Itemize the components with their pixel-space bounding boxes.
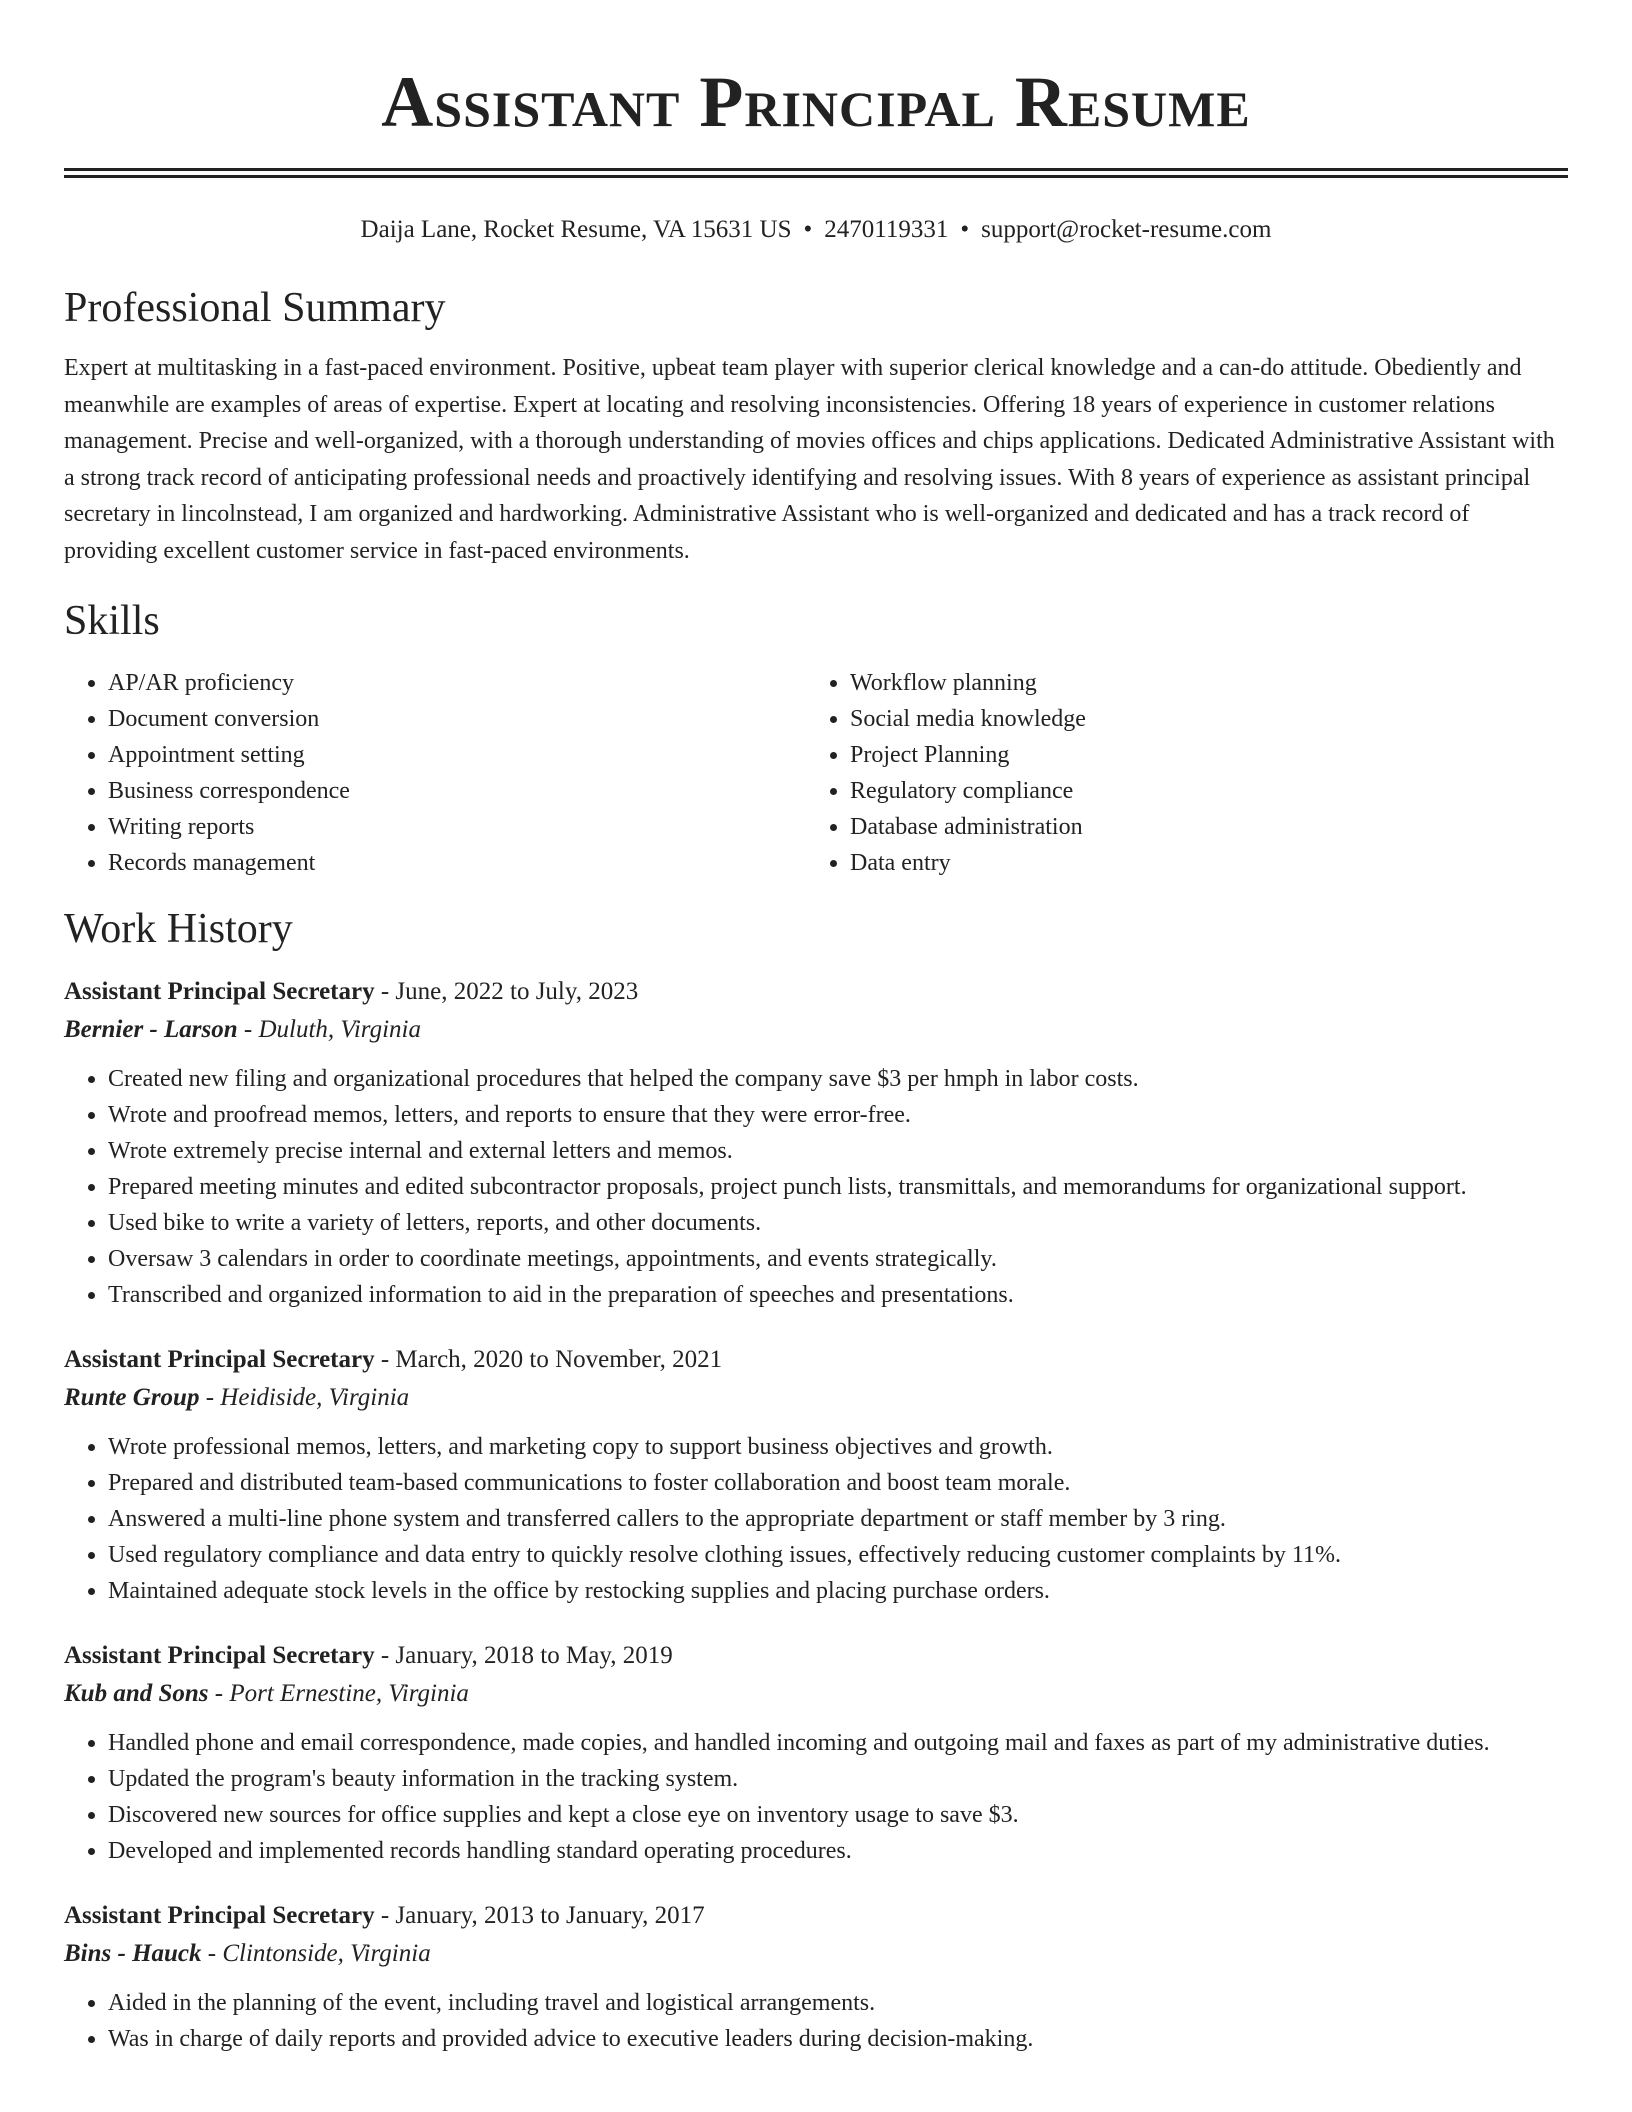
skills-column-right — [806, 665, 1568, 881]
job-entry — [64, 1637, 1568, 1869]
job-bullet: • Used bike to write a variety of letters, reports, and other documents. — [108, 1205, 1568, 1241]
job-role: Assistant Principal Secretary — [64, 978, 375, 1005]
job-entry — [64, 1341, 1568, 1609]
skill-item: • Database administration — [850, 809, 1568, 845]
job-role: Assistant Principal Secretary — [64, 1902, 375, 1929]
skills-list — [64, 665, 1568, 881]
job-header — [64, 1341, 1568, 1379]
job-bullet: • Created new filing and organizational procedures that helped the company save $3 per hmph in labor costs. — [108, 1061, 1568, 1097]
summary-text: Expert at multitasking in a fast-paced environment. Positive, upbeat team player with superior clerical knowledge and a can-do attitude. Obediently and meanwhile are examples of areas of expertise. Expert at locating and resolving inconsistencies. Offering 18 years of experience in customer relations management. Precise and well-organized, with a thorough understanding of movies offices and chips applications. Dedicated Administrative Assistant with a strong track record of anticipating professional needs and proactively identifying and resolving issues. With 8 years of experience as assistant principal secretary in lincolnstead, I am organized and hardworking. Administrative Assistant who is well-organized and dedicated and has a track record of providing excellent customer service in fast-paced environments. — [64, 355, 1555, 564]
job-bullet: • Updated the program's beauty information in the tracking system. — [108, 1761, 1568, 1797]
job-bullet: • Oversaw 3 calendars in order to coordinate meetings, appointments, and events strategically. — [108, 1241, 1568, 1277]
skill-item: • Social media knowledge — [850, 701, 1568, 737]
job-company: Bins - Hauck — [64, 1940, 202, 1967]
job-bullets — [64, 1061, 1568, 1313]
job-role: Assistant Principal Secretary — [64, 1346, 375, 1373]
contact-email: support@rocket-resume.com — [981, 216, 1272, 243]
skill-item: • Project Planning — [850, 737, 1568, 773]
job-location: - Port Ernestine, Virginia — [208, 1680, 469, 1707]
job-entry — [64, 1897, 1568, 2057]
job-header — [64, 1637, 1568, 1675]
job-bullet: • Used regulatory compliance and data entry to quickly resolve clothing issues, effectively reducing customer complaints by 11%. — [108, 1537, 1568, 1573]
skill-item: • Appointment setting — [108, 737, 806, 773]
job-company-line — [64, 1675, 1568, 1713]
skill-item: • AP/AR proficiency — [108, 665, 806, 701]
job-bullet: • Prepared meeting minutes and edited subcontractor proposals, project punch lists, transmittals, and memorandums for organizational support. — [108, 1169, 1568, 1205]
contact-separator: • — [803, 216, 813, 243]
contact-separator: • — [960, 216, 970, 243]
work-history-heading: Work History — [64, 906, 293, 952]
job-bullet: • Maintained adequate stock levels in the office by restocking supplies and placing purchase orders. — [108, 1573, 1568, 1609]
job-dates: - March, 2020 to November, 2021 — [374, 1346, 723, 1373]
contact-line — [64, 214, 1568, 246]
skills-heading: Skills — [64, 598, 160, 644]
job-bullet: • Developed and implemented records handling standard operating procedures. — [108, 1833, 1568, 1869]
skills-column-left — [64, 665, 806, 881]
job-bullet: • Wrote extremely precise internal and external letters and memos. — [108, 1133, 1568, 1169]
job-entry — [64, 973, 1568, 1313]
job-dates: - January, 2018 to May, 2019 — [374, 1642, 673, 1669]
job-bullet: • Transcribed and organized information to aid in the preparation of speeches and presentations. — [108, 1277, 1568, 1313]
job-company: Bernier - Larson — [64, 1016, 238, 1043]
job-bullet: • Aided in the planning of the event, including travel and logistical arrangements. — [108, 1985, 1568, 2021]
job-bullet: • Wrote professional memos, letters, and marketing copy to support business objectives and growth. — [108, 1429, 1568, 1465]
resume-title: Assistant Principal Resume — [381, 62, 1251, 142]
job-company-line — [64, 1935, 1568, 1973]
job-header — [64, 973, 1568, 1011]
job-bullet: • Discovered new sources for office supplies and kept a close eye on inventory usage to save $3. — [108, 1797, 1568, 1833]
summary-heading: Professional Summary — [64, 285, 446, 331]
skill-item: • Records management — [108, 845, 806, 881]
job-location: - Duluth, Virginia — [237, 1016, 421, 1043]
job-bullets — [64, 1429, 1568, 1609]
job-company: Runte Group — [64, 1384, 200, 1411]
job-bullet: • Wrote and proofread memos, letters, and reports to ensure that they were error-free. — [108, 1097, 1568, 1133]
skill-item: • Data entry — [850, 845, 1568, 881]
job-bullet: • Handled phone and email correspondence, made copies, and handled incoming and outgoing mail and faxes as part of my administrative duties. — [108, 1725, 1568, 1761]
skill-item: • Writing reports — [108, 809, 806, 845]
job-bullets — [64, 1985, 1568, 2057]
job-header — [64, 1897, 1568, 1935]
skill-item: • Document conversion — [108, 701, 806, 737]
contact-phone: 2470119331 — [824, 216, 949, 243]
skill-item: • Regulatory compliance — [850, 773, 1568, 809]
job-bullet: • Answered a multi-line phone system and transferred callers to the appropriate department or staff member by 3 ring. — [108, 1501, 1568, 1537]
resume-page — [64, 0, 1568, 2057]
job-role: Assistant Principal Secretary — [64, 1642, 375, 1669]
job-company-line — [64, 1379, 1568, 1417]
job-company-line — [64, 1011, 1568, 1049]
job-bullets — [64, 1725, 1568, 1869]
job-company: Kub and Sons — [64, 1680, 209, 1707]
job-bullet: • Was in charge of daily reports and provided advice to executive leaders during decision-making. — [108, 2021, 1568, 2057]
job-bullet: • Prepared and distributed team-based communications to foster collaboration and boost team morale. — [108, 1465, 1568, 1501]
job-dates: - June, 2022 to July, 2023 — [374, 978, 639, 1005]
job-location: - Heidiside, Virginia — [199, 1384, 410, 1411]
contact-address: Daija Lane, Rocket Resume, VA 15631 US — [360, 216, 792, 243]
skill-item: • Workflow planning — [850, 665, 1568, 701]
job-dates: - January, 2013 to January, 2017 — [374, 1902, 705, 1929]
job-location: - Clintonside, Virginia — [201, 1940, 431, 1967]
skill-item: • Business correspondence — [108, 773, 806, 809]
title-divider — [64, 168, 1568, 178]
